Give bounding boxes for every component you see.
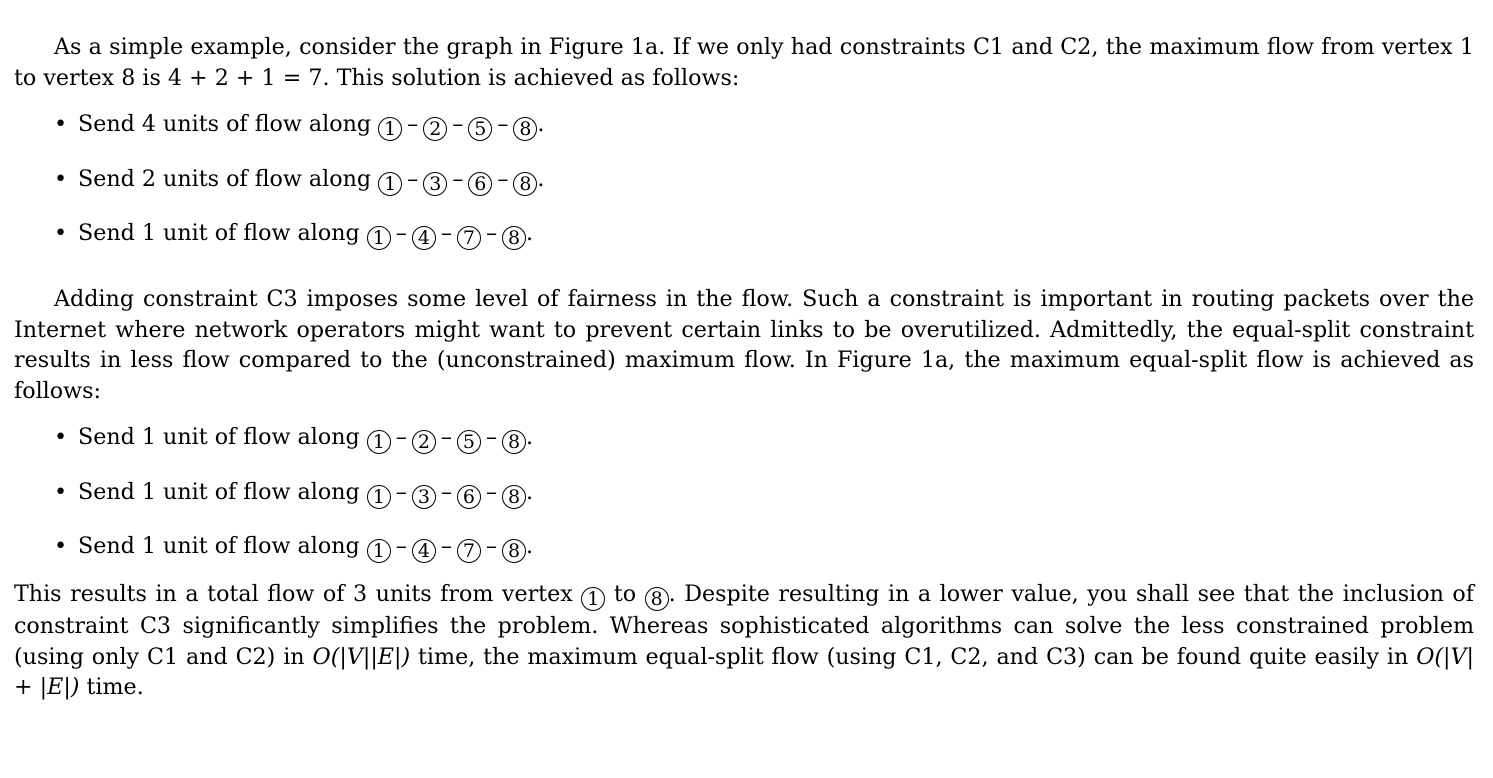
item-text: Send 1 unit of flow along (78, 220, 360, 246)
bullet: • (54, 165, 68, 192)
vertex-node: 8 (513, 172, 537, 196)
path-dash: – (497, 111, 509, 137)
vertex-node: 8 (502, 430, 526, 454)
vertex-path (367, 220, 534, 249)
item-text: Send 1 unit of flow along (78, 424, 360, 450)
paragraph-conclusion (14, 579, 1474, 703)
vertex-node: 1 (367, 485, 391, 509)
vertex-node: 2 (423, 117, 447, 141)
path-dash: – (485, 424, 498, 450)
item-text: Send 1 unit of flow along (78, 478, 360, 505)
vertex-node: 1 (367, 430, 391, 454)
path-dash: – (440, 478, 452, 505)
vertex-node: 4 (412, 539, 436, 563)
list-item (14, 164, 1474, 196)
vertex-node: 8 (502, 539, 526, 563)
path-dash: – (407, 165, 419, 192)
vertex-node: 4 (412, 226, 436, 250)
path-period: . (526, 424, 534, 450)
path-period: . (526, 478, 534, 505)
path-period: . (537, 111, 545, 137)
path-dash: – (452, 111, 464, 137)
path-dash: – (485, 478, 498, 505)
vertex-node: 1 (367, 226, 391, 250)
path-period: . (526, 533, 534, 559)
vertex-path (367, 424, 534, 453)
equal-split-list (14, 422, 1474, 563)
path-dash: – (440, 424, 452, 450)
list-item (14, 109, 1474, 141)
vertex-node: 3 (423, 172, 447, 196)
vertex-node: 8 (645, 587, 669, 611)
vertex-node: 1 (378, 117, 402, 141)
max-flow-list (14, 109, 1474, 250)
vertex-node: 3 (412, 485, 436, 509)
path-dash: – (497, 165, 509, 192)
path-dash: – (485, 533, 498, 559)
vertex-node: 7 (457, 226, 481, 250)
list-item (14, 422, 1474, 454)
bullet: • (54, 478, 68, 505)
path-dash: – (452, 165, 464, 192)
vertex-node: 1 (378, 172, 402, 196)
vertex-node: 5 (457, 430, 481, 454)
intro-text-end: . This solution is achieved as follows: (322, 64, 740, 91)
path-dash: – (395, 220, 407, 246)
bullet: • (54, 111, 68, 137)
conclusion-text: This results in a total flow of 3 units from vertex (14, 581, 582, 607)
vertex-path (367, 533, 534, 562)
path-dash: – (395, 424, 407, 450)
item-text: Send 4 units of flow along (78, 111, 372, 137)
path-dash: – (407, 111, 419, 137)
vertex-path (378, 165, 545, 195)
item-text: Send 2 units of flow along (78, 165, 372, 192)
document-page (14, 32, 1474, 703)
path-dash: – (440, 220, 452, 246)
list-item (14, 531, 1474, 563)
paragraph-constraint: Adding constraint C3 imposes some level of fairness in the flow. Such a constraint is important in routing packets over the Internet where network operators might want to prevent certain links to be overutilized. Admittedly, the equal-split constraint results in less flow compared to the (unconstrained) maximum flow. In Figure 1a, the maximum equal-split flow is achieved as follows: (14, 286, 1474, 404)
paragraph-intro (14, 32, 1474, 93)
path-period: . (537, 165, 545, 192)
vertex-path (367, 478, 534, 508)
conclusion-text: time. (79, 674, 144, 700)
bullet: • (54, 533, 68, 559)
vertex-node: 7 (457, 539, 481, 563)
vertex-node: 1 (581, 587, 605, 611)
vertex-node: 5 (468, 117, 492, 141)
bullet: • (54, 220, 68, 246)
conclusion-text: time, the maximum equal-split flow (using C1, C2, and C3) can be found quite easily in (410, 643, 1417, 670)
conclusion-text: to (605, 581, 645, 607)
bullet: • (54, 424, 68, 450)
intro-text: As a simple example, consider the graph in Figure 1a. If we only had constraints C1 and C2, the maximum flow from vertex 1 to vertex 8 is (14, 34, 1474, 91)
vertex-node: 8 (513, 117, 537, 141)
path-dash: – (440, 533, 452, 559)
vertex-node: 1 (367, 539, 391, 563)
vertex-node: 2 (412, 430, 436, 454)
item-text: Send 1 unit of flow along (78, 533, 360, 559)
vertex-path (378, 111, 545, 140)
path-dash: – (485, 220, 498, 246)
vertex-node: 6 (468, 172, 492, 196)
path-dash: – (395, 478, 407, 505)
list-item (14, 477, 1474, 509)
vertex-node: 6 (457, 485, 481, 509)
complexity-expression: O(|V||E|) (312, 643, 411, 670)
path-dash: – (395, 533, 407, 559)
complexity-expression: O(|V| + |E|) (14, 643, 1475, 700)
vertex-node: 8 (502, 485, 526, 509)
flow-equation: 4 + 2 + 1 = 7 (167, 64, 323, 91)
vertex-node: 8 (502, 226, 526, 250)
path-period: . (526, 220, 534, 246)
list-item (14, 218, 1474, 250)
conclusion-text: . Despite resulting in a lower value, you shall see that the inclusion of constraint C3 significantly simplifies the problem. Whereas sophisticated algorithms can solve the less constrained problem (using only C1 and C2) in (14, 581, 1475, 670)
